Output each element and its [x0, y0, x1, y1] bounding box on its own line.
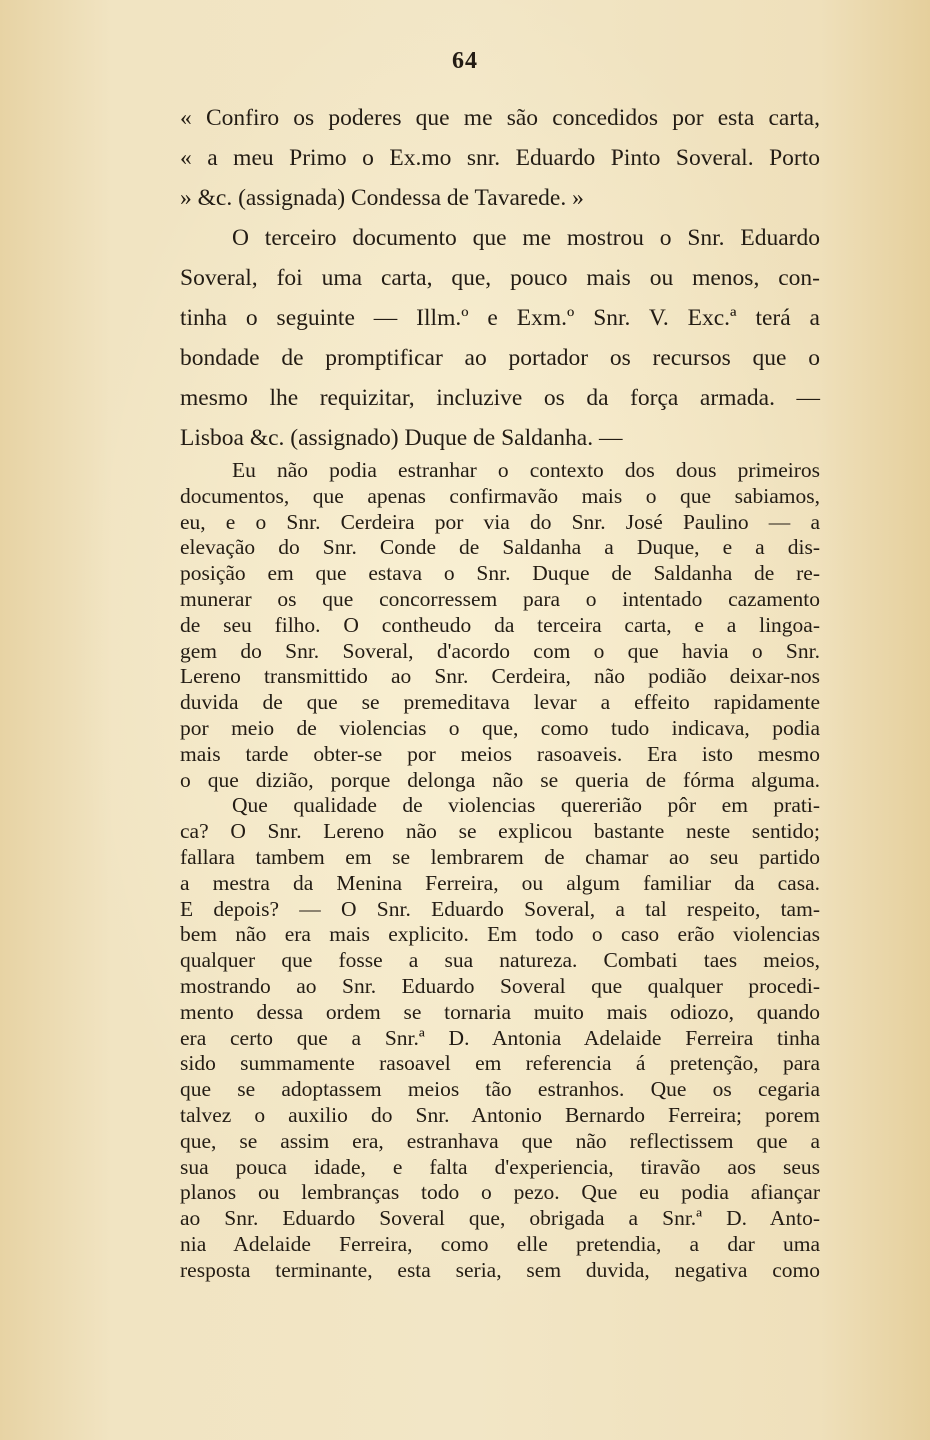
text-line: bondade de promptificar ao portador os recursos que o [180, 345, 820, 371]
text-line: resposta terminante, esta seria, sem duvida, negativa como [180, 1257, 820, 1282]
text-line: que se adoptassem meios tão estranhos. Que os cegaria [180, 1077, 820, 1102]
text-line: que, se assim era, estranhava que não reflectissem que a [180, 1128, 820, 1153]
text-line: qualquer que fosse a sua natureza. Combati taes meios, [180, 948, 820, 973]
text-line: bem não era mais explicito. Em todo o caso erão violencias [180, 922, 820, 947]
text-line: de seu filho. O contheudo da terceira carta, e a lingoa- [180, 612, 820, 637]
text-line: munerar os que concorressem para o intentado cazamento [180, 586, 820, 611]
text-line: ca? O Snr. Lereno não se explicou bastante neste sentido; [180, 819, 820, 844]
text-line: Soveral, foi uma carta, que, pouco mais ou menos, con- [180, 265, 820, 291]
text-line: sido summamente rasoavel em referencia á pretenção, para [180, 1051, 820, 1076]
text-line: tinha o seguinte — Illm.º e Exm.º Snr. V. Exc.ª terá a [180, 305, 820, 331]
text-line: Eu não podia estranhar o contexto dos dous primeiros [232, 458, 820, 482]
text-line: era certo que a Snr.ª D. Antonia Adelaide Ferreira tinha [180, 1025, 820, 1050]
page-number: 64 [452, 48, 478, 74]
text-line: Que qualidade de violencias quererião pôr em prati- [232, 793, 820, 818]
text-line: ao Snr. Eduardo Soveral que, obrigada a Snr.ª D. Anto- [180, 1206, 820, 1231]
paragraph-block-top [180, 98, 820, 458]
text-line: fallara tambem em se lembrarem de chamar ao seu partido [180, 844, 820, 869]
text-line: o que dizião, porque delonga não se queria de fórma alguma. [180, 767, 820, 792]
text-line: « Confiro os poderes que me são concedidos por esta carta, [180, 105, 820, 131]
text-line: documentos, que apenas confirmavão mais o que sabiamos, [180, 483, 820, 508]
text-line: mento dessa ordem se tornaria muito mais odiozo, quando [180, 999, 820, 1024]
text-line: por meio de violencias o que, como tudo indicava, podia [180, 715, 820, 740]
text-line: a mestra da Menina Ferreira, ou algum familiar da casa. [180, 870, 820, 895]
text-line: E depois? — O Snr. Eduardo Soveral, a tal respeito, tam- [180, 896, 820, 921]
text-line: sua pouca idade, e falta d'experiencia, tiravão aos seus [180, 1154, 820, 1179]
text-line: posição em que estava o Snr. Duque de Saldanha de re- [180, 561, 820, 586]
text-line: mesmo lhe requizitar, incluzive os da força armada. — [180, 385, 820, 411]
text-line: mostrando ao Snr. Eduardo Soveral que qualquer procedi- [180, 973, 820, 998]
text-line: Lereno transmittido ao Snr. Cerdeira, não podião deixar-nos [180, 664, 820, 689]
text-line: duvida de que se premeditava levar a effeito rapidamente [180, 690, 820, 715]
text-line: « a meu Primo o Ex.mo snr. Eduardo Pinto Soveral. Porto [180, 145, 820, 171]
text-line: » &c. (assignada) Condessa de Tavarede. » [180, 185, 584, 211]
paragraph-block-bottom [180, 458, 820, 1284]
text-line: talvez o auxilio do Snr. Antonio Bernardo Ferreira; porem [180, 1102, 820, 1127]
text-line: eu, e o Snr. Cerdeira por via do Snr. José Paulino — a [180, 509, 820, 534]
text-line: gem do Snr. Soveral, d'acordo com o que havia o Snr. [180, 638, 820, 663]
text-line: elevação do Snr. Conde de Saldanha a Duque, e a dis- [180, 535, 820, 560]
text-line: O terceiro documento que me mostrou o Snr. Eduardo [232, 225, 820, 251]
text-line: mais tarde obter-se por meios rasoaveis. Era isto mesmo [180, 741, 820, 766]
text-line: nia Adelaide Ferreira, como elle pretendia, a dar uma [180, 1231, 820, 1256]
text-line: planos ou lembranças todo o pezo. Que eu podia afiançar [180, 1180, 820, 1205]
text-line: Lisboa &c. (assignado) Duque de Saldanha. — [180, 425, 623, 451]
